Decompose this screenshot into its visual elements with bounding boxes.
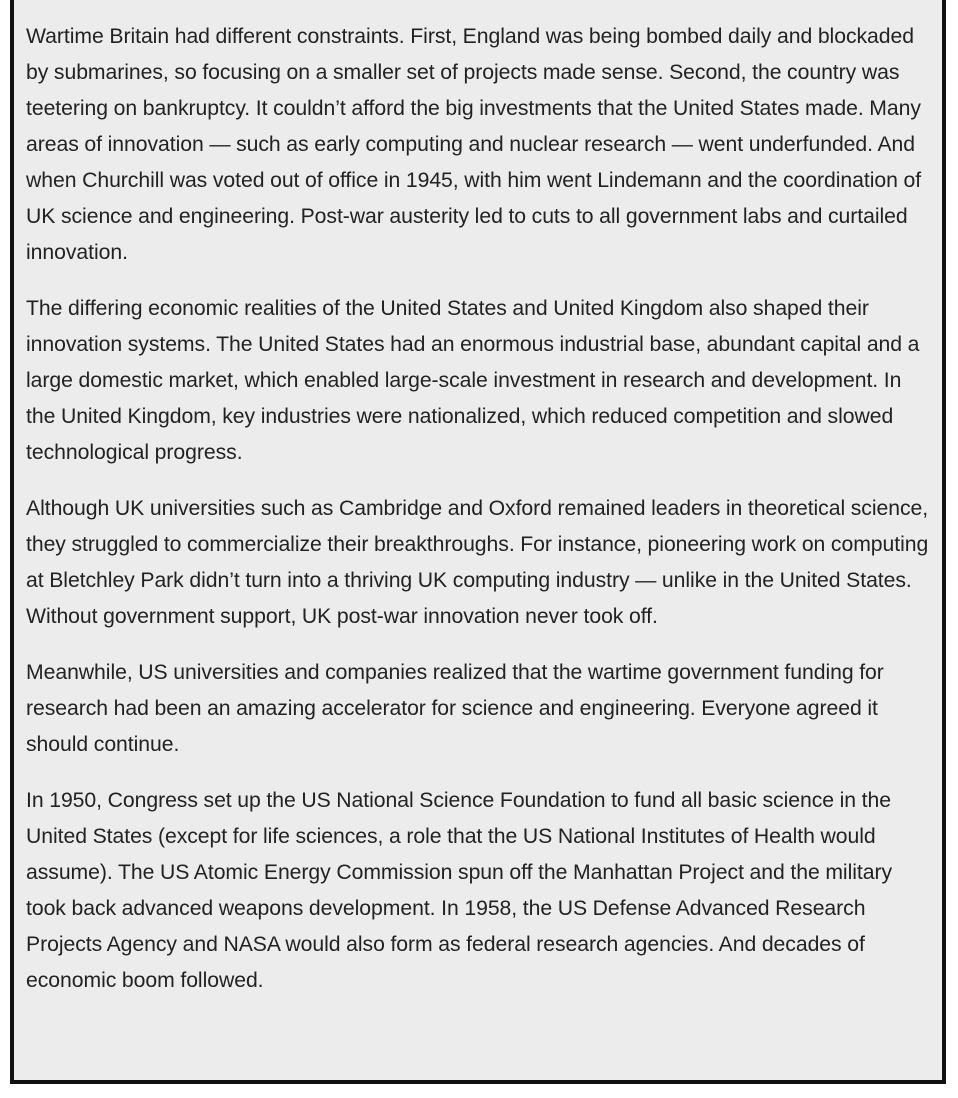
paragraph-us-universities: Meanwhile, US universities and companies realized that the wartime government funding for research had been an amazing accelerator for science and engineering. Everyone agreed it should continue. [26,661,884,756]
paragraph-nsf-1950: In 1950, Congress set up the US National Science Foundation to fund all basic science in the United States (except for life sciences, a role that the US National Institutes of Health would assume). The US Atomic Energy Commission spun off the Manhattan Project and the military took back advanced weapons development. In 1958, the US Defense Advanced Research Projects Agency and NASA would also form as federal research agencies. And decades of economic boom followed. [26,789,893,992]
paragraph-wartime-britain: Wartime Britain had different constraints. First, England was being bombed daily and blockaded by submarines, so focusing on a smaller set of projects made sense. Second, the country was teetering on bankruptcy. It couldn’t afford the big investments that the United States made. Many areas of innovation — such as early computing and nuclear research — went underfunded. And when Churchill was voted out of office in 1945, with him went Lindemann and the coordination of UK science and engineering. Post-war austerity led to cuts to all government labs and curtailed innovation. [26,25,922,264]
paragraph-economic-realities: The differing economic realities of the United States and United Kingdom also shaped their innovation systems. The United States had an enormous industrial base, abundant capital and a large domestic market, which enabled large-scale investment in research and development. In the United Kingdom, key industries were nationalized, which reduced competition and slowed technological progress. [26,297,920,464]
article-text-box [10,0,946,1084]
paragraph-uk-universities: Although UK universities such as Cambridge and Oxford remained leaders in theoretical science, they struggled to commercialize their breakthroughs. For instance, pioneering work on computing at Bletchley Park didn’t turn into a thriving UK computing industry — unlike in the United States. Without government support, UK post-war innovation never took off. [26,497,929,628]
